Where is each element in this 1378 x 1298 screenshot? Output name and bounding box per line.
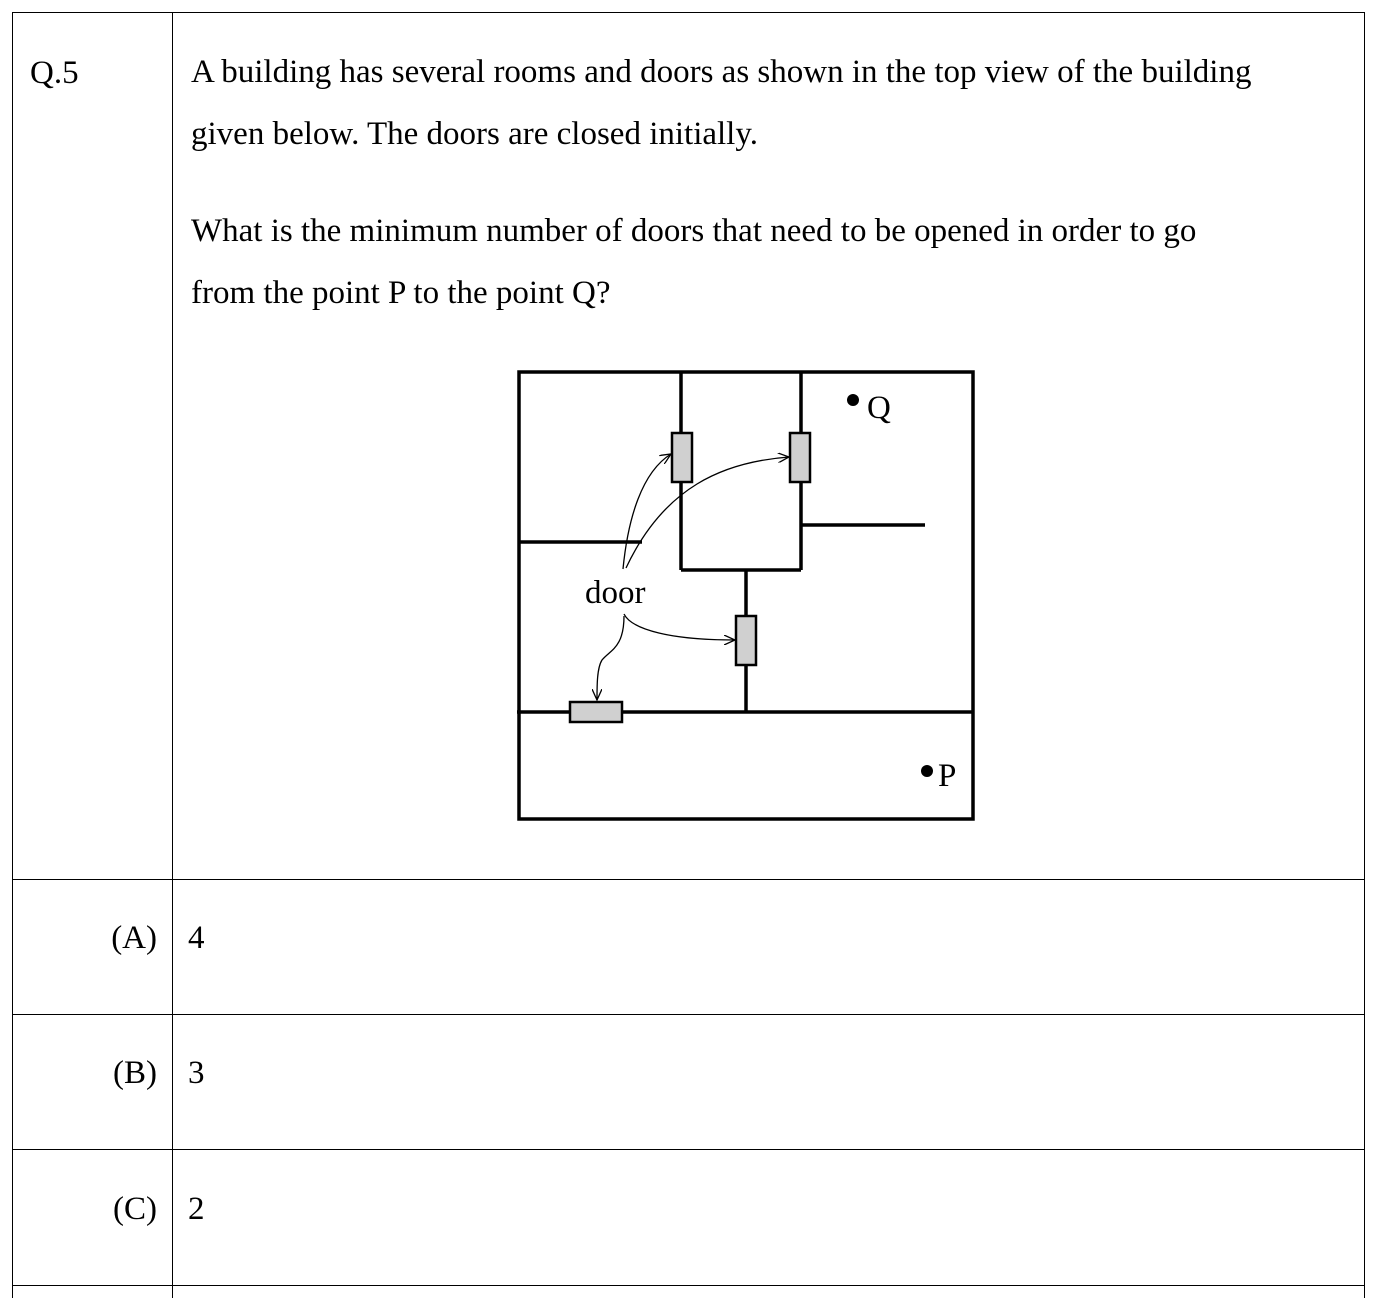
- option-c-value: 2: [188, 1191, 205, 1227]
- question-line: A building has several rooms and doors as shown in the top view of the building: [191, 54, 1252, 90]
- point-p-label: P: [938, 758, 957, 794]
- option-b-value: 3: [188, 1055, 205, 1091]
- option-a-value: 4: [188, 920, 205, 956]
- option-c-label: (C): [113, 1191, 157, 1227]
- question-number: Q.5: [30, 55, 79, 91]
- option-a-label: (A): [111, 920, 157, 956]
- door-pointer-arrow: [597, 616, 624, 700]
- door-right-top: [790, 433, 810, 482]
- point-p-marker: [921, 765, 933, 777]
- door-left-top: [672, 433, 692, 482]
- question-line: given below. The doors are closed initially.: [191, 116, 758, 152]
- question-line: What is the minimum number of doors that need to be opened in order to go: [191, 213, 1197, 249]
- option-b-label: (B): [113, 1055, 157, 1091]
- door-label: door: [585, 575, 646, 611]
- door-pointer-arrow: [624, 614, 735, 640]
- door-bottom: [570, 702, 622, 722]
- point-q-marker: [847, 394, 859, 406]
- question-line: from the point P to the point Q?: [191, 275, 611, 311]
- point-q-label: Q: [867, 390, 891, 426]
- door-middle: [736, 616, 756, 665]
